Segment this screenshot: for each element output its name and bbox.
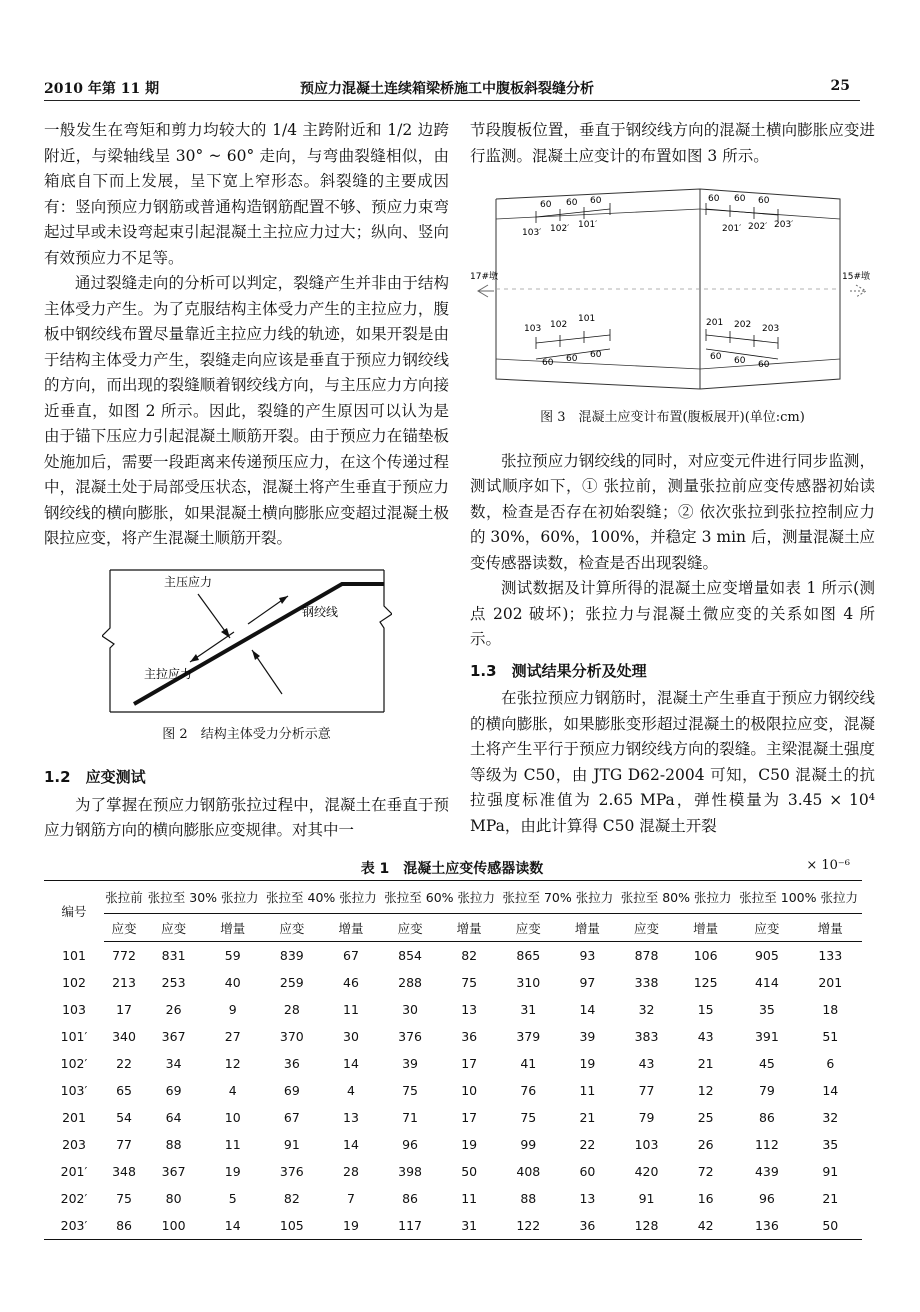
table-row [44, 942, 862, 970]
value-cell: 136 [735, 1212, 798, 1240]
table-row [44, 1212, 862, 1240]
gauge-id: 201′ [722, 224, 742, 234]
dim-label: 60 [590, 196, 602, 206]
dim-label: 60 [566, 198, 578, 208]
value-cell: 213 [112, 975, 136, 990]
dim-label: 60 [758, 360, 770, 370]
value-cell: 14 [822, 1083, 839, 1098]
value-cell: 75 [402, 1083, 419, 1098]
value-cell: 28 [283, 1002, 300, 1017]
value-cell: 88 [520, 1191, 537, 1206]
table-row [44, 1185, 862, 1212]
value-cell: 105 [262, 1212, 321, 1240]
gauge-id-cell: 201 [62, 1110, 86, 1125]
dim-label: 60 [566, 354, 578, 364]
value-cell: 80 [165, 1191, 182, 1206]
table-row [44, 969, 862, 996]
value-cell: 50 [799, 1212, 862, 1240]
value-cell: 125 [693, 975, 718, 990]
value-cell: 13 [343, 1110, 359, 1125]
header-group: 张拉至 70% 张拉力 [499, 881, 617, 914]
value-cell: 91 [638, 1191, 655, 1206]
subheader-strain: 应变 [104, 914, 144, 942]
value-cell: 69 [165, 1083, 182, 1098]
value-cell: 17 [461, 1110, 478, 1125]
value-cell: 50 [461, 1164, 478, 1179]
value-cell: 15 [697, 1002, 714, 1017]
table-row [44, 1131, 862, 1158]
value-cell: 43 [697, 1029, 714, 1044]
value-cell: 379 [516, 1029, 541, 1044]
table-1 [44, 880, 862, 1240]
gauge-id: 102′ [550, 224, 570, 234]
dim-label: 60 [590, 350, 602, 360]
value-cell: 82 [461, 948, 478, 963]
value-cell: 370 [279, 1029, 304, 1044]
gauge-id-cell: 102 [62, 975, 86, 990]
value-cell: 17 [461, 1056, 478, 1071]
value-cell: 79 [758, 1083, 775, 1098]
subheader-strain: 应变 [499, 914, 558, 942]
value-cell: 14 [203, 1212, 262, 1240]
value-cell: 36 [461, 1029, 478, 1044]
value-cell: 18 [822, 1002, 839, 1017]
value-cell: 7 [346, 1191, 355, 1206]
value-cell: 133 [818, 948, 843, 963]
value-cell: 46 [343, 975, 359, 990]
value-cell: 17 [116, 1002, 132, 1017]
dim-label: 60 [708, 194, 720, 204]
value-cell: 19 [321, 1212, 380, 1240]
value-cell: 75 [461, 975, 478, 990]
header-group: 张拉至 60% 张拉力 [381, 881, 499, 914]
value-cell: 12 [697, 1083, 714, 1098]
dim-label: 60 [710, 352, 722, 362]
gauge-id-cell: 101′ [60, 1029, 88, 1044]
value-cell: 30 [402, 1002, 419, 1017]
subheader-strain: 应变 [735, 914, 798, 942]
gauge-id-cell: 103 [62, 1002, 86, 1017]
paragraph: 在张拉预应力钢筋时，混凝土产生垂直于预应力钢绞线的横向膨胀，如果膨胀变形超过混凝土的极限拉应变，混凝土将产生平行于预应力钢绞线方向的裂缝。主梁混凝土强度等级为 C50，由 JTG D62-2004 可知，C50 混凝土的抗拉强度标准值为 2.65 MPa，弹性模量为 3.45 × 10⁴ MPa，由此计算得 C50 混凝土开裂 [470, 689, 875, 835]
left-column [44, 118, 449, 844]
value-cell: 14 [343, 1137, 359, 1152]
gauge-id-cell: 103′ [60, 1083, 88, 1098]
gauge-id-cell: 202′ [60, 1191, 88, 1206]
pier-label: 17#墩 [470, 272, 498, 282]
label-compress: 主压应力 [163, 574, 212, 589]
value-cell: 51 [822, 1029, 839, 1044]
value-cell: 253 [161, 975, 186, 990]
value-cell: 12 [224, 1056, 241, 1071]
gauge-id: 101 [578, 314, 596, 324]
value-cell: 13 [461, 1002, 478, 1017]
value-cell: 398 [398, 1164, 422, 1179]
value-cell: 86 [402, 1191, 419, 1206]
figure-2-caption: 图 2 结构主体受力分析示意 [162, 726, 331, 742]
value-cell: 79 [638, 1110, 655, 1125]
gauge-id-cell: 203 [62, 1137, 86, 1152]
gauge-id-cell: 101 [62, 947, 86, 963]
subheader-incr: 增量 [558, 914, 617, 942]
value-cell: 22 [579, 1137, 596, 1152]
value-cell: 310 [516, 975, 541, 990]
value-cell: 75 [520, 1110, 537, 1125]
value-cell: 43 [638, 1056, 655, 1071]
value-cell: 54 [116, 1110, 132, 1125]
table-row [44, 1050, 862, 1077]
value-cell: 439 [754, 1164, 779, 1179]
table-1-unit: × 10⁻⁶ [806, 858, 850, 873]
value-cell: 65 [116, 1083, 132, 1098]
value-cell: 122 [499, 1212, 558, 1240]
value-cell: 106 [693, 948, 718, 963]
value-cell: 367 [161, 1029, 186, 1044]
value-cell: 76 [520, 1083, 537, 1098]
label-strand: 钢绞线 [301, 604, 338, 619]
table-row [44, 996, 862, 1023]
dim-label: 60 [734, 356, 746, 366]
value-cell: 71 [402, 1110, 419, 1125]
value-cell: 408 [516, 1164, 541, 1179]
dim-label: 60 [540, 200, 552, 210]
table-1-title: 表 1 混凝土应变传感器读数 [360, 861, 544, 877]
dim-label: 60 [758, 196, 770, 206]
value-cell: 88 [165, 1137, 182, 1152]
value-cell: 26 [165, 1002, 182, 1017]
value-cell: 27 [224, 1029, 241, 1044]
header-id: 编号 [44, 881, 104, 942]
value-cell: 19 [461, 1137, 478, 1152]
table-header-row [44, 881, 862, 914]
paragraph: 通过裂缝走向的分析可以判定，裂缝产生并非由于结构主体受力产生。为了克服结构主体受力产生的主拉应力，腹板中钢绞线布置尽量靠近主拉应力线的轨迹，如果开裂是由于结构主体受力产生，裂缝走向应该是垂直于预应力钢绞线的方向，而出现的裂缝顺着钢绞线方向，与主压应力方向接近垂直，如图 2 所示。因此，裂缝的产生原因可以认为是由于锚下压应力引起混凝土顺筋开裂。由于预应力在锚垫板处施加后，需要一段距离来传递预压应力，在这个传递过程中，混凝土处于局部受压状态，混凝土将产生垂直于预应力钢绞线的横向膨胀，如果混凝土横向膨胀应变超过混凝土极限拉应变，将产生混凝土顺筋开裂。 [44, 274, 449, 547]
value-cell: 772 [112, 948, 136, 963]
value-cell: 59 [224, 948, 241, 963]
value-cell: 259 [279, 975, 304, 990]
value-cell: 420 [634, 1164, 659, 1179]
figure-2 [102, 566, 392, 716]
paragraph: 一般发生在弯矩和剪力均较大的 1/4 主跨附近和 1/2 边跨附近，与梁轴线呈 30° ~ 60° 走向，与弯曲裂缝相似，由箱底自下而上发展，呈下宽上窄形态。斜裂缝的主要成因有：竖向预应力钢筋或普通构造钢筋配置不够、预应力束弯起过早或未设弯起束引起混凝土主拉应力过大；纵向、竖向有效预应力不足等。 [44, 121, 449, 267]
gauge-layout-diagram [470, 179, 875, 399]
header-group: 张拉至 100% 张拉力 [735, 881, 862, 914]
value-cell: 36 [558, 1212, 617, 1240]
value-cell: 905 [754, 948, 779, 963]
table-body [44, 942, 862, 1240]
value-cell: 340 [112, 1029, 136, 1044]
running-header [44, 78, 850, 100]
value-cell: 82 [283, 1191, 300, 1206]
value-cell: 35 [822, 1137, 839, 1152]
value-cell: 831 [161, 948, 186, 963]
value-cell: 9 [228, 1002, 237, 1017]
value-cell: 60 [579, 1164, 596, 1179]
header-before: 张拉前 [104, 881, 144, 914]
value-cell: 86 [104, 1212, 144, 1240]
value-cell: 91 [283, 1137, 300, 1152]
value-cell: 128 [617, 1212, 676, 1240]
value-cell: 288 [398, 975, 422, 990]
subheader-incr: 增量 [676, 914, 735, 942]
gauge-id-cell: 203′ [44, 1212, 104, 1240]
table-row [44, 1104, 862, 1131]
value-cell: 28 [343, 1164, 359, 1179]
value-cell: 67 [283, 1110, 300, 1125]
value-cell: 6 [826, 1056, 835, 1071]
value-cell: 39 [402, 1056, 419, 1071]
running-title: 预应力混凝土连续箱梁桥施工中腹板斜裂缝分析 [300, 81, 594, 97]
gauge-id: 203 [762, 324, 780, 334]
value-cell: 391 [754, 1029, 779, 1044]
figure-3-caption: 图 3 混凝土应变计布置(腹板展开)(单位:cm) [540, 410, 805, 425]
paragraph: 为了掌握在预应力钢筋张拉过程中，混凝土在垂直于预应力钢筋方向的横向膨胀应变规律。对其中一 [44, 795, 449, 839]
value-cell: 77 [638, 1083, 655, 1098]
value-cell: 11 [343, 1002, 359, 1017]
gauge-id: 102 [550, 320, 568, 330]
value-cell: 11 [224, 1137, 241, 1152]
value-cell: 854 [398, 948, 422, 963]
value-cell: 31 [520, 1002, 537, 1017]
subheader-incr: 增量 [203, 914, 262, 942]
value-cell: 11 [461, 1191, 478, 1206]
subheader-incr: 增量 [440, 914, 499, 942]
value-cell: 86 [758, 1110, 775, 1125]
value-cell: 39 [579, 1029, 596, 1044]
value-cell: 22 [116, 1056, 132, 1071]
value-cell: 878 [634, 948, 659, 963]
issue-label: 2010 年第 11 期 [44, 81, 160, 97]
value-cell: 19 [579, 1056, 596, 1071]
value-cell: 99 [520, 1137, 537, 1152]
value-cell: 40 [224, 975, 241, 990]
table-row [44, 1077, 862, 1104]
value-cell: 4 [346, 1083, 355, 1098]
section-heading-1-3: 1.3 测试结果分析及处理 [470, 661, 647, 680]
gauge-id-cell: 102′ [60, 1056, 88, 1071]
value-cell: 31 [440, 1212, 499, 1240]
header-rule [44, 100, 860, 101]
value-cell: 21 [822, 1191, 839, 1206]
value-cell: 35 [758, 1002, 775, 1017]
value-cell: 93 [579, 948, 596, 963]
value-cell: 36 [283, 1056, 300, 1071]
value-cell: 117 [381, 1212, 440, 1240]
value-cell: 865 [516, 948, 541, 963]
table-subheader-row [44, 914, 862, 942]
value-cell: 69 [283, 1083, 300, 1098]
subheader-strain: 应变 [144, 914, 203, 942]
stress-diagram [102, 566, 392, 716]
value-cell: 67 [343, 948, 359, 963]
paragraph: 张拉预应力钢绞线的同时，对应变元件进行同步监测，测试顺序如下，① 张拉前，测量张拉前应变传感器初始读数，检查是否存在初始裂缝；② 依次张拉到张拉控制应力的 30%，60%，100%，并稳定 3 min 后，测量混凝土应变传感器读数，检查是否出现裂缝。 [470, 451, 875, 572]
gauge-id: 103′ [522, 228, 542, 238]
subheader-strain: 应变 [262, 914, 321, 942]
gauge-id: 202′ [748, 222, 768, 232]
value-cell: 45 [758, 1056, 775, 1071]
value-cell: 32 [638, 1002, 655, 1017]
header-group: 张拉至 40% 张拉力 [262, 881, 380, 914]
paragraph: 节段腹板位置，垂直于钢绞线方向的混凝土横向膨胀应变进行监测。混凝土应变计的布置如图 3 所示。 [470, 121, 875, 165]
value-cell: 112 [754, 1137, 779, 1152]
value-cell: 348 [112, 1164, 136, 1179]
value-cell: 21 [579, 1110, 596, 1125]
value-cell: 103 [634, 1137, 659, 1152]
value-cell: 367 [161, 1164, 186, 1179]
value-cell: 91 [822, 1164, 839, 1179]
pier-label: 15#墩 [842, 272, 870, 282]
gauge-id-cell: 201′ [60, 1164, 88, 1179]
dim-label: 60 [734, 194, 746, 204]
value-cell: 839 [279, 948, 304, 963]
value-cell: 77 [116, 1137, 132, 1152]
value-cell: 75 [116, 1191, 132, 1206]
header-group: 张拉至 80% 张拉力 [617, 881, 735, 914]
subheader-incr: 增量 [799, 914, 862, 942]
right-column [470, 118, 875, 839]
value-cell: 376 [279, 1164, 304, 1179]
value-cell: 4 [228, 1083, 237, 1098]
value-cell: 32 [822, 1110, 839, 1125]
figure-3 [470, 179, 875, 399]
table-row [44, 1023, 862, 1050]
value-cell: 26 [697, 1137, 714, 1152]
value-cell: 21 [697, 1056, 714, 1071]
value-cell: 25 [697, 1110, 714, 1125]
value-cell: 42 [676, 1212, 735, 1240]
value-cell: 64 [165, 1110, 182, 1125]
value-cell: 16 [697, 1191, 714, 1206]
value-cell: 13 [579, 1191, 596, 1206]
gauge-id: 201 [706, 318, 724, 328]
value-cell: 414 [754, 975, 779, 990]
value-cell: 5 [228, 1191, 237, 1206]
value-cell: 34 [165, 1056, 182, 1071]
table-row [44, 1158, 862, 1185]
value-cell: 14 [343, 1056, 359, 1071]
value-cell: 10 [224, 1110, 241, 1125]
label-tension: 主拉应力 [143, 666, 192, 681]
gauge-id: 202 [734, 320, 752, 330]
value-cell: 14 [579, 1002, 596, 1017]
value-cell: 10 [461, 1083, 478, 1098]
value-cell: 376 [398, 1029, 422, 1044]
value-cell: 19 [224, 1164, 241, 1179]
header-group: 张拉至 30% 张拉力 [144, 881, 262, 914]
page-number: 25 [830, 78, 850, 94]
value-cell: 338 [634, 975, 659, 990]
subheader-incr: 增量 [321, 914, 380, 942]
value-cell: 11 [579, 1083, 596, 1098]
value-cell: 72 [697, 1164, 714, 1179]
dim-label: 60 [542, 358, 554, 368]
value-cell: 96 [758, 1191, 775, 1206]
value-cell: 41 [520, 1056, 537, 1071]
section-heading-1-2: 1.2 应变测试 [44, 768, 146, 786]
value-cell: 201 [818, 975, 843, 990]
value-cell: 383 [634, 1029, 659, 1044]
value-cell: 100 [144, 1212, 203, 1240]
value-cell: 30 [343, 1029, 359, 1044]
value-cell: 97 [579, 975, 596, 990]
value-cell: 96 [402, 1137, 419, 1152]
gauge-id: 103 [524, 324, 542, 334]
gauge-id: 203′ [774, 220, 794, 230]
paragraph: 测试数据及计算所得的混凝土应变增量如表 1 所示(测点 202 破坏)；张拉力与混凝土微应变的关系如图 4 所示。 [470, 579, 875, 648]
subheader-strain: 应变 [617, 914, 676, 942]
gauge-id: 101′ [578, 220, 598, 230]
subheader-strain: 应变 [381, 914, 440, 942]
